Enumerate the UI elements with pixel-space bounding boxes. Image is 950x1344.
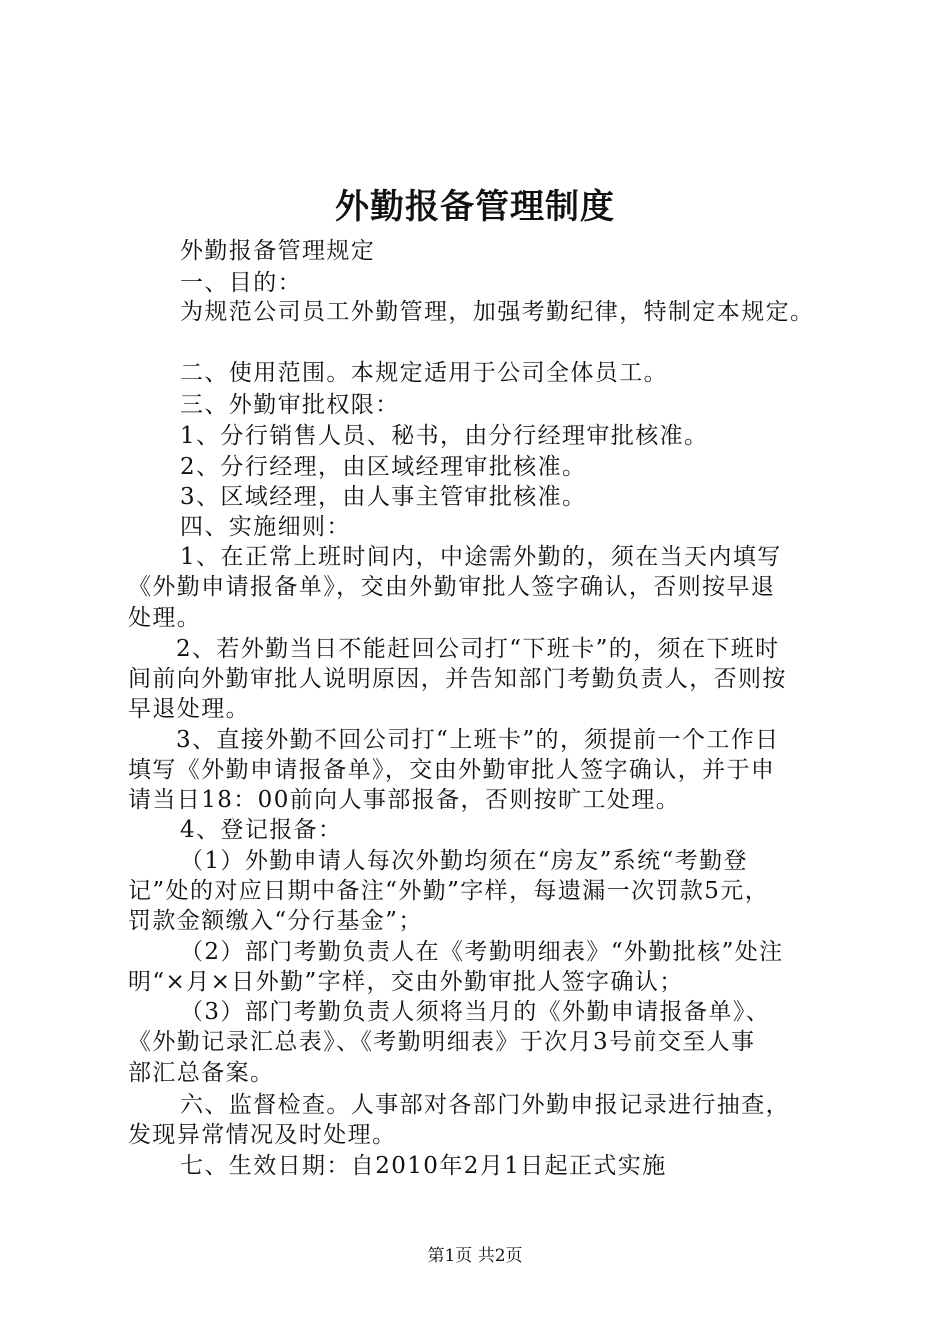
doc-line: 《外勤申请报备单》，交由外勤审批人签字确认，否则按早退 <box>128 574 776 600</box>
doc-line: 3、区域经理，由人事主管审批核准。 <box>180 484 587 510</box>
doc-line: 记”处的对应日期中备注“外勤”字样，每遗漏一次罚款5元， <box>128 878 770 904</box>
doc-line: 七、生效日期：自2010年2月1日起正式实施 <box>180 1153 667 1179</box>
doc-line: 罚款金额缴入“分行基金”； <box>128 908 423 934</box>
doc-line: 《外勤记录汇总表》、《考勤明细表》于次月3号前交至人事 <box>128 1029 756 1055</box>
doc-line: 为规范公司员工外勤管理，加强考勤纪律，特制定本规定。 <box>180 299 815 325</box>
doc-line: 部汇总备案。 <box>128 1060 275 1086</box>
doc-line: 4、登记报备： <box>180 817 343 843</box>
doc-line: 间前向外勤审批人说明原因，并告知部门考勤负责人，否则按 <box>128 666 787 692</box>
doc-line: 1、分行销售人员、秘书，由分行经理审批核准。 <box>180 423 709 449</box>
doc-line: 三、外勤审批权限： <box>180 392 400 418</box>
doc-line: 3、直接外勤不回公司打“上班卡”的，须提前一个工作日 <box>176 727 780 753</box>
doc-line: 一、目的： <box>180 270 302 296</box>
doc-line: 处理。 <box>128 605 202 631</box>
page-number-footer: 第1页 共2页 <box>427 1246 523 1266</box>
doc-line: 早退处理。 <box>128 696 250 722</box>
document-title: 外勤报备管理制度 <box>335 187 615 227</box>
doc-line: 2、若外勤当日不能赶回公司打“下班卡”的，须在下班时 <box>176 636 780 662</box>
doc-line: 1、在正常上班时间内，中途需外勤的，须在当天内填写 <box>180 544 782 570</box>
doc-line: 请当日18：00前向人事部报备，否则按旷工处理。 <box>128 787 681 813</box>
doc-line: 发现异常情况及时处理。 <box>128 1122 397 1148</box>
doc-line: 明“×月×日外勤”字样，交由外勤审批人签字确认； <box>128 969 684 995</box>
doc-line: 六、监督检查。人事部对各部门外勤申报记录进行抽查， <box>180 1092 790 1118</box>
doc-line: 二、使用范围。本规定适用于公司全体员工。 <box>180 360 668 386</box>
doc-line: 填写《外勤申请报备单》，交由外勤审批人签字确认，并于申 <box>128 757 776 783</box>
doc-line: （3）部门考勤负责人须将当月的《外勤申请报备单》、 <box>180 999 771 1025</box>
doc-line: 2、分行经理，由区域经理审批核准。 <box>180 454 587 480</box>
doc-line: 四、实施细则： <box>180 514 351 540</box>
doc-line: （2）部门考勤负责人在《考勤明细表》“外勤批核”处注 <box>180 939 784 965</box>
doc-line: 外勤报备管理规定 <box>180 238 376 264</box>
doc-line: （1）外勤申请人每次外勤均须在“房友”系统“考勤登 <box>180 848 748 874</box>
